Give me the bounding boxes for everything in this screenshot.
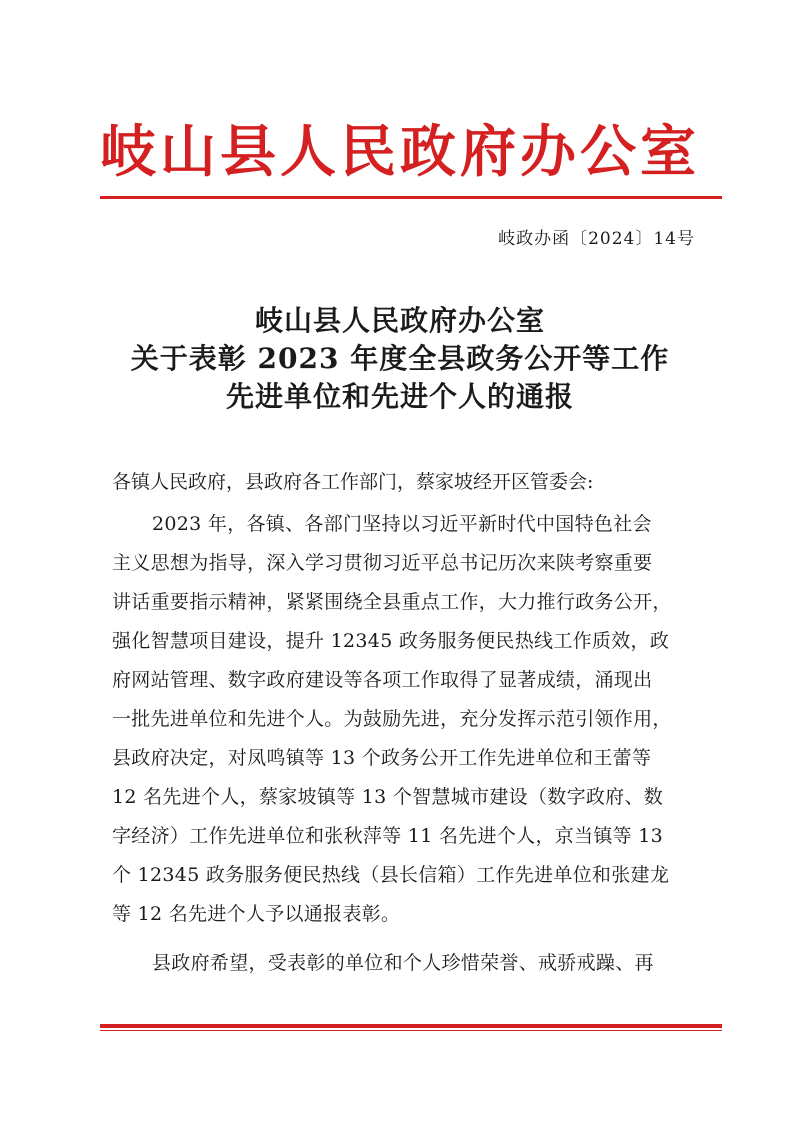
paragraph-line: 字经济）工作先进单位和张秋萍等 11 名先进个人，京当镇等 13 bbox=[112, 825, 664, 847]
masthead-divider bbox=[100, 196, 722, 199]
paragraph-gap bbox=[112, 939, 718, 949]
paragraph-line: 个 12345 政务服务便民热线（县长信箱）工作先进单位和张建龙 bbox=[112, 864, 670, 886]
title-line-2: 关于表彰 2023 年度全县政务公开等工作 bbox=[130, 342, 670, 375]
footer-divider-thin bbox=[100, 1030, 722, 1031]
paragraph-line: 讲话重要指示精神，紧紧围绕全县重点工作，大力推行政务公开， bbox=[112, 591, 672, 613]
paragraph-line: 2023 年，各镇、各部门坚持以习近平新时代中国特色社会 bbox=[152, 513, 652, 535]
title-line-1: 岐山县人民政府办公室 bbox=[254, 304, 545, 337]
document-number: 岐政办函〔2024〕14号 bbox=[498, 229, 695, 249]
paragraph-line: 府网站管理、数字政府建设等各项工作取得了显著成绩，涌现出 bbox=[112, 669, 653, 691]
footer-divider bbox=[100, 1024, 722, 1028]
document-title bbox=[0, 302, 800, 416]
paragraph-line: 县政府决定，对凤鸣镇等 13 个政务公开工作先进单位和王蕾等 bbox=[112, 747, 652, 769]
paragraph-line: 等 12 名先进个人予以通报表彰。 bbox=[112, 903, 401, 925]
paragraph-2 bbox=[112, 949, 718, 988]
paragraph-line: 强化智慧项目建设，提升 12345 政务服务便民热线工作质效，政 bbox=[112, 630, 670, 652]
paragraph-1 bbox=[112, 510, 718, 939]
agency-masthead: 岐山县人民政府办公室 bbox=[100, 120, 700, 185]
paragraph-line: 县政府希望，受表彰的单位和个人珍惜荣誉、戒骄戒躁、再 bbox=[152, 952, 654, 974]
paragraph-line: 主义思想为指导，深入学习贯彻习近平总书记历次来陕考察重要 bbox=[112, 552, 653, 574]
addressee-line: 各镇人民政府，县政府各工作部门，蔡家坡经开区管委会: bbox=[112, 471, 594, 493]
title-line-3: 先进单位和先进个人的通报 bbox=[225, 380, 574, 413]
paragraph-line: 一批先进单位和先进个人。为鼓励先进，充分发挥示范引领作用， bbox=[112, 708, 672, 730]
paragraph-line: 12 名先进个人，蔡家坡镇等 13 个智慧城市建设（数字政府、数 bbox=[112, 786, 664, 808]
body-text bbox=[112, 510, 718, 988]
